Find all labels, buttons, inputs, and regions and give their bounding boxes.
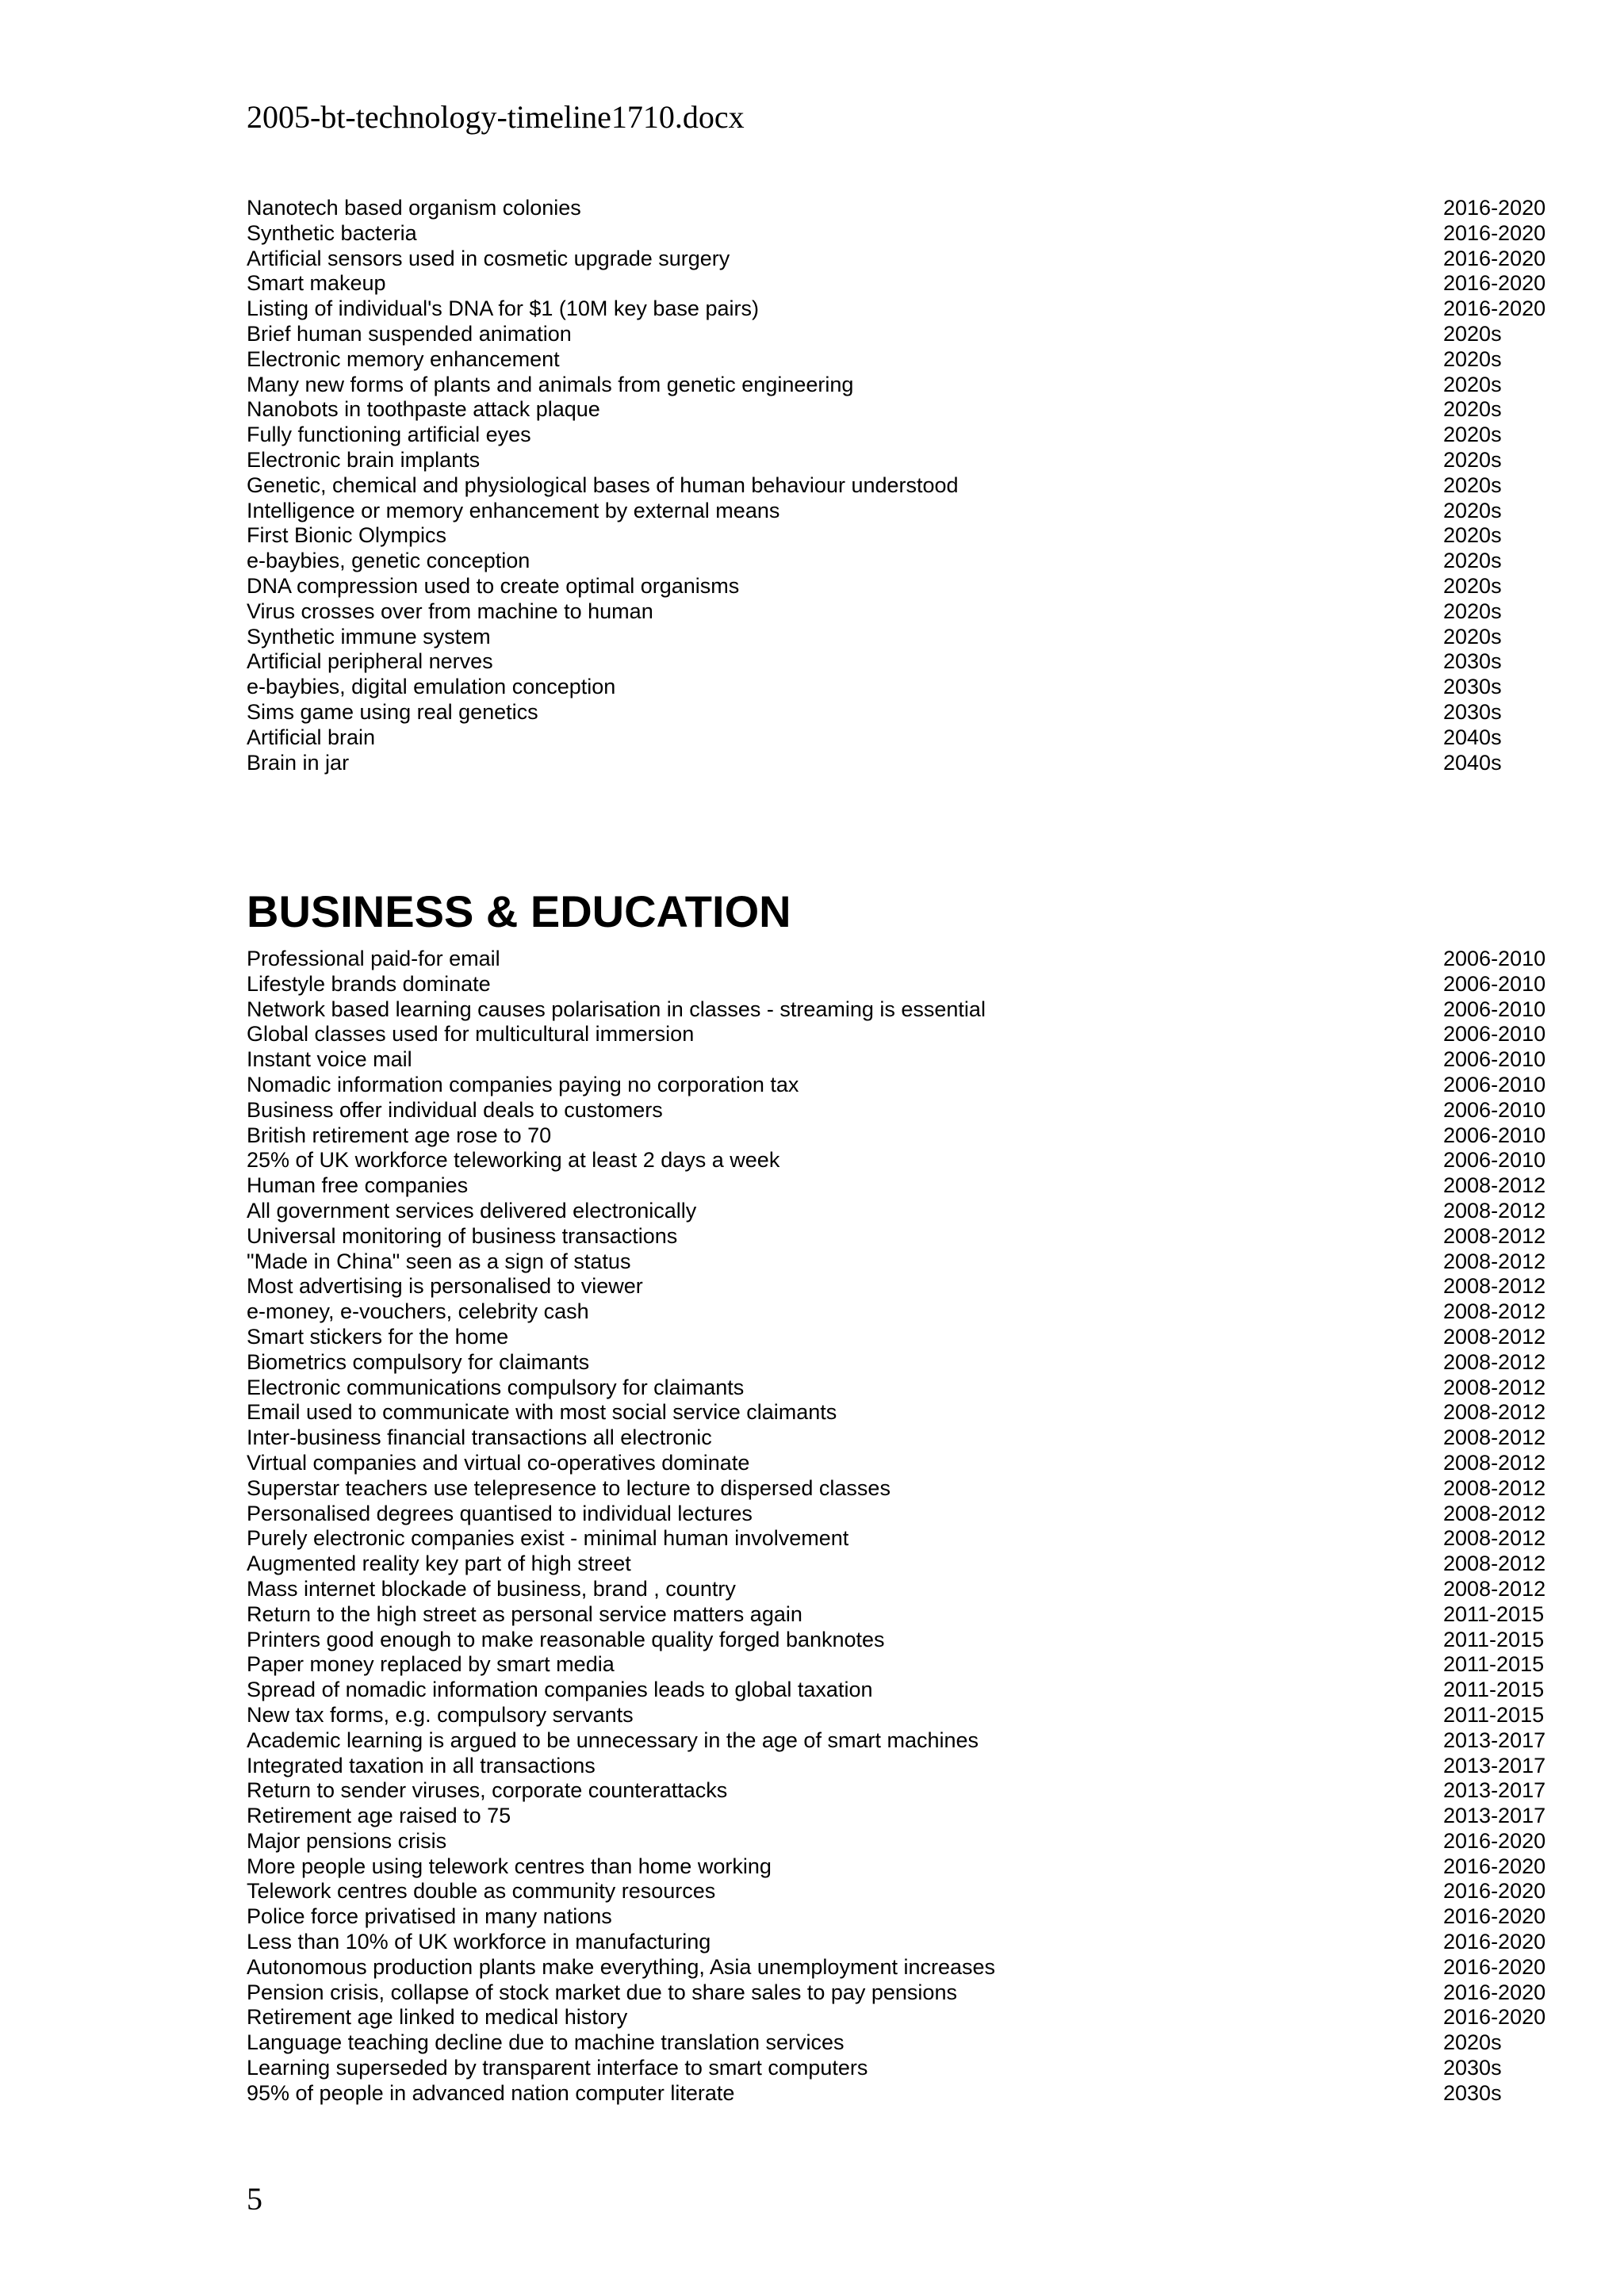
timeline-item-text: Universal monitoring of business transactions — [247, 1223, 678, 1248]
timeline-row — [247, 221, 1549, 247]
timeline-item-text: Printers good enough to make reasonable quality forged banknotes — [247, 1627, 885, 1651]
timeline-row — [247, 2081, 1549, 2107]
timeline-item-year: 2008-2012 — [1443, 1274, 1546, 1299]
timeline-item-year: 2008-2012 — [1443, 1223, 1546, 1248]
timeline-item-year: 2006-2010 — [1443, 971, 1546, 996]
timeline-item-text: Paper money replaced by smart media — [247, 1652, 615, 1677]
section-heading-business-education: BUSINESS & EDUCATION — [247, 886, 791, 936]
timeline-item-text: Sims game using real genetics — [247, 699, 538, 724]
timeline-item-text: Less than 10% of UK workforce in manufacturing — [247, 1930, 711, 1954]
timeline-row — [247, 1376, 1549, 1401]
timeline-item-text: Listing of individual's DNA for $1 (10M key base pairs) — [247, 297, 759, 321]
timeline-row — [247, 373, 1549, 398]
timeline-row — [247, 1425, 1549, 1451]
timeline-item-year: 2040s — [1443, 725, 1502, 749]
timeline-row — [247, 574, 1549, 599]
timeline-item-year: 2016-2020 — [1443, 1828, 1546, 1853]
timeline-item-text: Major pensions crisis — [247, 1828, 447, 1853]
timeline-item-year: 2011-2015 — [1443, 1702, 1545, 1727]
timeline-item-year: 2020s — [1443, 599, 1502, 623]
timeline-row — [247, 1829, 1549, 1854]
timeline-row — [247, 1350, 1549, 1376]
timeline-row — [247, 700, 1549, 725]
timeline-item-text: Biometrics compulsory for claimants — [247, 1349, 590, 1374]
timeline-item-year: 2008-2012 — [1443, 1375, 1546, 1399]
timeline-row — [247, 1552, 1549, 1577]
timeline-item-text: Return to sender viruses, corporate counterattacks — [247, 1778, 728, 1803]
timeline-item-year: 2011-2015 — [1443, 1601, 1545, 1626]
timeline-row — [247, 1652, 1549, 1678]
timeline-item-year: 2016-2020 — [1443, 220, 1546, 245]
timeline-item-text: Learning superseded by transparent interface to smart computers — [247, 2056, 868, 2080]
timeline-item-year: 2006-2010 — [1443, 1097, 1546, 1122]
timeline-item-year: 2020s — [1443, 447, 1502, 472]
timeline-item-year: 2016-2020 — [1443, 1879, 1546, 1904]
timeline-item-text: Superstar teachers use telepresence to lecture to dispersed classes — [247, 1475, 891, 1500]
timeline-item-text: Nomadic information companies paying no corporation tax — [247, 1072, 799, 1096]
timeline-item-text: Integrated taxation in all transactions — [247, 1753, 596, 1777]
timeline-row — [247, 1703, 1549, 1728]
timeline-item-year: 2020s — [1443, 372, 1502, 396]
timeline-item-text: Autonomous production plants make everything, Asia unemployment increases — [247, 1954, 996, 1979]
timeline-item-year: 2011-2015 — [1443, 1627, 1545, 1651]
timeline-row — [247, 649, 1549, 675]
timeline-row — [247, 1123, 1549, 1149]
timeline-item-year: 2016-2020 — [1443, 1930, 1546, 1954]
timeline-row — [247, 625, 1549, 650]
timeline-item-text: Virus crosses over from machine to human — [247, 599, 653, 623]
timeline-item-year: 2006-2010 — [1443, 1123, 1546, 1147]
timeline-item-text: Intelligence or memory enhancement by external means — [247, 498, 780, 522]
timeline-row — [247, 1502, 1549, 1527]
timeline-item-text: Pension crisis, collapse of stock market due to share sales to pay pensions — [247, 1980, 957, 2004]
timeline-item-text: "Made in China" seen as a sign of status — [247, 1249, 631, 1273]
timeline-row — [247, 2056, 1549, 2081]
timeline-row — [247, 297, 1549, 322]
timeline-item-year: 2016-2020 — [1443, 297, 1546, 321]
timeline-row — [247, 1148, 1549, 1173]
timeline-row — [247, 499, 1549, 524]
timeline-row — [247, 322, 1549, 347]
timeline-item-text: All government services delivered electronically — [247, 1198, 697, 1223]
timeline-item-year: 2013-2017 — [1443, 1728, 1546, 1752]
timeline-item-year: 2008-2012 — [1443, 1249, 1546, 1273]
timeline-row — [247, 997, 1549, 1023]
timeline-item-text: Language teaching decline due to machine translation services — [247, 2030, 845, 2055]
timeline-row — [247, 1526, 1549, 1552]
timeline-row — [247, 599, 1549, 625]
timeline-row — [247, 1804, 1549, 1829]
timeline-item-year: 2030s — [1443, 675, 1502, 699]
timeline-item-year: 2008-2012 — [1443, 1552, 1546, 1576]
timeline-item-year: 2008-2012 — [1443, 1425, 1546, 1450]
timeline-item-text: New tax forms, e.g. compulsory servants — [247, 1702, 634, 1727]
timeline-item-text: British retirement age rose to 70 — [247, 1123, 552, 1147]
timeline-row — [247, 1678, 1549, 1703]
timeline-item-text: Lifestyle brands dominate — [247, 971, 491, 996]
timeline-row — [247, 1325, 1549, 1350]
timeline-item-year: 2020s — [1443, 473, 1502, 497]
timeline-row — [247, 1047, 1549, 1073]
timeline-list-continued — [247, 196, 1549, 775]
timeline-item-text: Return to the high street as personal service matters again — [247, 1601, 802, 1626]
timeline-item-year: 2006-2010 — [1443, 947, 1546, 970]
timeline-item-year: 2008-2012 — [1443, 1576, 1546, 1601]
timeline-item-text: Telework centres double as community resources — [247, 1879, 716, 1904]
timeline-item-text: Nanobots in toothpaste attack plaque — [247, 397, 600, 422]
timeline-row — [247, 972, 1549, 997]
timeline-item-year: 2011-2015 — [1443, 1678, 1545, 1702]
timeline-item-text: Many new forms of plants and animals from genetic engineering — [247, 372, 854, 396]
timeline-item-year: 2040s — [1443, 750, 1502, 775]
timeline-item-year: 2020s — [1443, 523, 1502, 548]
timeline-item-text: Brain in jar — [247, 750, 350, 775]
timeline-item-year: 2020s — [1443, 498, 1502, 522]
timeline-item-year: 2008-2012 — [1443, 1501, 1546, 1525]
timeline-item-text: Artificial peripheral nerves — [247, 649, 493, 674]
timeline-item-text: Personalised degrees quantised to individual lectures — [247, 1501, 753, 1525]
timeline-item-text: Human free companies — [247, 1173, 469, 1198]
timeline-item-text: Fully functioning artificial eyes — [247, 423, 531, 447]
timeline-row — [247, 1173, 1549, 1199]
timeline-item-year: 2008-2012 — [1443, 1198, 1546, 1223]
timeline-item-text: Smart makeup — [247, 271, 386, 296]
timeline-item-text: Purely electronic companies exist - minimal human involvement — [247, 1526, 849, 1551]
timeline-row — [247, 1980, 1549, 2006]
timeline-item-text: Brief human suspended animation — [247, 321, 572, 346]
timeline-item-text: Instant voice mail — [247, 1047, 412, 1072]
timeline-item-year: 2016-2020 — [1443, 246, 1546, 270]
timeline-row — [247, 1904, 1549, 1930]
timeline-item-text: e-money, e-vouchers, celebrity cash — [247, 1299, 589, 1324]
timeline-row — [247, 2030, 1549, 2056]
timeline-row — [247, 473, 1549, 499]
timeline-item-year: 2008-2012 — [1443, 1349, 1546, 1374]
timeline-item-year: 2016-2020 — [1443, 1904, 1546, 1929]
timeline-row — [247, 1224, 1549, 1249]
timeline-list-business-education — [247, 947, 1549, 2107]
timeline-item-year: 2008-2012 — [1443, 1299, 1546, 1324]
timeline-row — [247, 397, 1549, 423]
timeline-row — [247, 1073, 1549, 1098]
timeline-row — [247, 523, 1549, 549]
timeline-item-year: 2008-2012 — [1443, 1400, 1546, 1425]
timeline-item-text: Email used to communicate with most social service claimants — [247, 1400, 837, 1425]
timeline-item-year: 2030s — [1443, 2080, 1502, 2105]
timeline-item-year: 2020s — [1443, 624, 1502, 649]
timeline-item-year: 2006-2010 — [1443, 1047, 1546, 1072]
timeline-item-text: Genetic, chemical and physiological bases of human behaviour understood — [247, 473, 959, 497]
timeline-item-text: Retirement age linked to medical history — [247, 2005, 628, 2030]
timeline-item-year: 2016-2020 — [1443, 196, 1546, 220]
timeline-row — [247, 1274, 1549, 1299]
timeline-row — [247, 1879, 1549, 1904]
timeline-item-text: Electronic brain implants — [247, 447, 481, 472]
timeline-row — [247, 196, 1549, 221]
timeline-item-year: 2008-2012 — [1443, 1324, 1546, 1349]
timeline-row — [247, 423, 1549, 448]
timeline-item-year: 2008-2012 — [1443, 1475, 1546, 1500]
timeline-item-text: Synthetic immune system — [247, 624, 491, 649]
timeline-item-year: 2020s — [1443, 321, 1502, 346]
timeline-item-year: 2030s — [1443, 699, 1502, 724]
timeline-row — [247, 1022, 1549, 1047]
timeline-item-year: 2016-2020 — [1443, 1980, 1546, 2004]
timeline-item-year: 2006-2010 — [1443, 997, 1546, 1021]
timeline-item-text: Mass internet blockade of business, brand , country — [247, 1576, 736, 1601]
timeline-item-text: e-baybies, genetic conception — [247, 549, 530, 573]
timeline-row — [247, 1476, 1549, 1502]
timeline-item-text: 95% of people in advanced nation computer literate — [247, 2080, 735, 2105]
timeline-item-text: Retirement age raised to 75 — [247, 1804, 511, 1828]
timeline-item-year: 2020s — [1443, 397, 1502, 422]
timeline-item-text: More people using telework centres than home working — [247, 1854, 772, 1878]
timeline-item-text: Network based learning causes polarisation in classes - streaming is essential — [247, 997, 986, 1021]
timeline-row — [247, 247, 1549, 272]
timeline-item-year: 2016-2020 — [1443, 271, 1546, 296]
timeline-item-text: Nanotech based organism colonies — [247, 196, 581, 220]
timeline-row — [247, 1451, 1549, 1476]
timeline-item-year: 2011-2015 — [1443, 1652, 1545, 1677]
timeline-row — [247, 347, 1549, 373]
timeline-item-text: e-baybies, digital emulation conception — [247, 675, 616, 699]
timeline-row — [247, 1400, 1549, 1425]
timeline-item-year: 2006-2010 — [1443, 1022, 1546, 1047]
timeline-item-text: Smart stickers for the home — [247, 1324, 509, 1349]
timeline-row — [247, 2005, 1549, 2030]
timeline-item-text: First Bionic Olympics — [247, 523, 447, 548]
timeline-item-text: Synthetic bacteria — [247, 220, 417, 245]
timeline-row — [247, 1854, 1549, 1880]
timeline-row — [247, 675, 1549, 700]
timeline-item-text: Most advertising is personalised to viewer — [247, 1274, 643, 1299]
timeline-row — [247, 1930, 1549, 1955]
timeline-row — [247, 1754, 1549, 1779]
timeline-row — [247, 947, 1549, 972]
timeline-item-text: Electronic memory enhancement — [247, 346, 560, 371]
document-filename-header: 2005-bt-technology-timeline1710.docx — [247, 99, 745, 135]
timeline-row — [247, 1577, 1549, 1602]
timeline-item-year: 2020s — [1443, 423, 1502, 447]
timeline-item-year: 2006-2010 — [1443, 1072, 1546, 1096]
timeline-item-text: Inter-business financial transactions all electronic — [247, 1425, 712, 1450]
timeline-item-text: Spread of nomadic information companies leads to global taxation — [247, 1678, 873, 1702]
timeline-row — [247, 1098, 1549, 1123]
timeline-item-year: 2008-2012 — [1443, 1173, 1546, 1198]
timeline-item-text: Augmented reality key part of high street — [247, 1552, 631, 1576]
timeline-item-text: Artificial sensors used in cosmetic upgrade surgery — [247, 246, 730, 270]
timeline-row — [247, 1199, 1549, 1224]
page-number: 5 — [247, 2181, 262, 2217]
timeline-row — [247, 725, 1549, 751]
timeline-item-year: 2020s — [1443, 2030, 1502, 2055]
timeline-item-text: Professional paid-for email — [247, 947, 500, 970]
timeline-item-year: 2013-2017 — [1443, 1753, 1546, 1777]
timeline-item-year: 2013-2017 — [1443, 1804, 1546, 1828]
timeline-item-text: Artificial brain — [247, 725, 376, 749]
timeline-row — [247, 271, 1549, 297]
timeline-row — [247, 448, 1549, 473]
timeline-row — [247, 1728, 1549, 1754]
timeline-item-text: DNA compression used to create optimal organisms — [247, 573, 740, 598]
timeline-item-year: 2006-2010 — [1443, 1148, 1546, 1173]
timeline-item-year: 2008-2012 — [1443, 1450, 1546, 1475]
timeline-item-year: 2013-2017 — [1443, 1778, 1546, 1803]
timeline-item-year: 2030s — [1443, 649, 1502, 674]
timeline-item-text: Global classes used for multicultural immersion — [247, 1022, 695, 1047]
timeline-row — [247, 1778, 1549, 1804]
timeline-row — [247, 1602, 1549, 1628]
timeline-item-year: 2030s — [1443, 2056, 1502, 2080]
timeline-item-text: 25% of UK workforce teleworking at least 2 days a week — [247, 1148, 780, 1173]
timeline-item-text: Electronic communications compulsory for claimants — [247, 1375, 745, 1399]
timeline-item-year: 2020s — [1443, 346, 1502, 371]
timeline-item-year: 2020s — [1443, 573, 1502, 598]
timeline-row — [247, 1955, 1549, 1980]
timeline-item-year: 2016-2020 — [1443, 2005, 1546, 2030]
timeline-row — [247, 549, 1549, 574]
timeline-item-text: Business offer individual deals to customers — [247, 1097, 663, 1122]
timeline-item-year: 2016-2020 — [1443, 1954, 1546, 1979]
timeline-row — [247, 1249, 1549, 1275]
timeline-item-year: 2008-2012 — [1443, 1526, 1546, 1551]
timeline-item-text: Academic learning is argued to be unnecessary in the age of smart machines — [247, 1728, 979, 1752]
timeline-row — [247, 751, 1549, 776]
timeline-item-year: 2016-2020 — [1443, 1854, 1546, 1878]
timeline-row — [247, 1628, 1549, 1653]
timeline-item-text: Police force privatised in many nations — [247, 1904, 612, 1929]
timeline-item-text: Virtual companies and virtual co-operatives dominate — [247, 1450, 750, 1475]
timeline-item-year: 2020s — [1443, 549, 1502, 573]
timeline-row — [247, 1299, 1549, 1325]
